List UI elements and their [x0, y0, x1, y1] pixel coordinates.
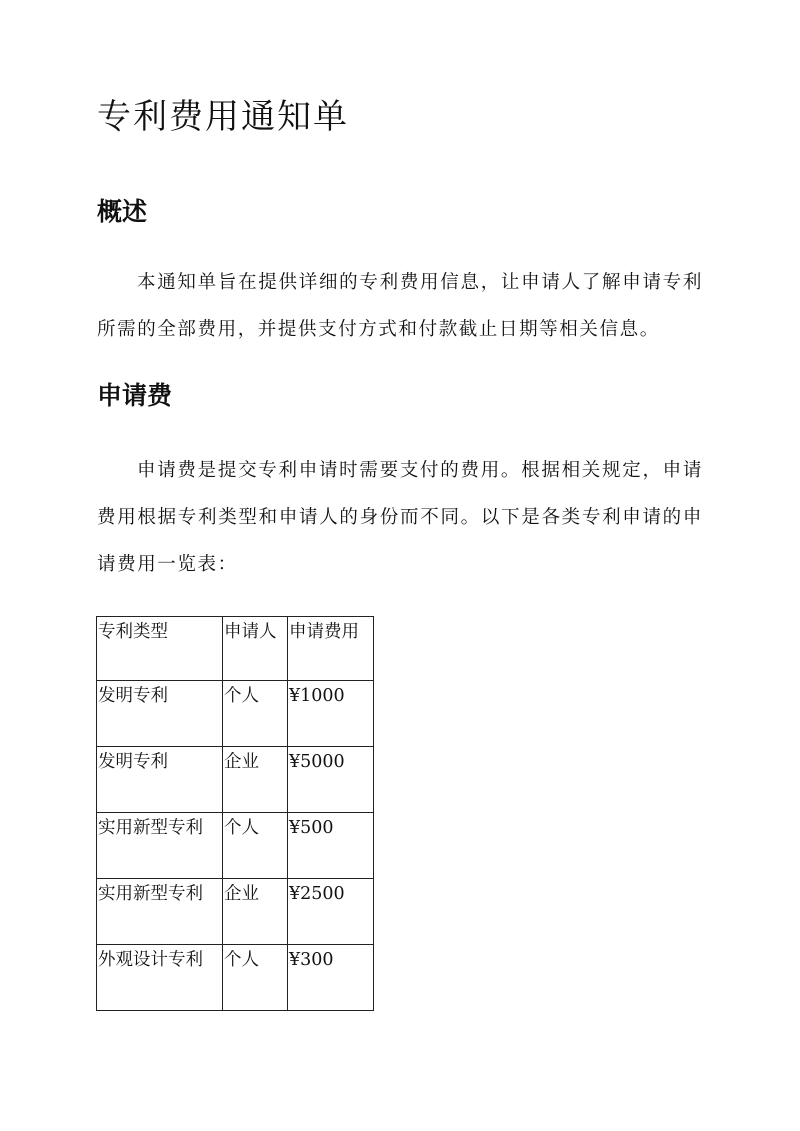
overview-paragraph: 本通知单旨在提供详细的专利费用信息，让申请人了解申请专利所需的全部费用，并提供支付方式和付款截止日期等相关信息。	[97, 272, 703, 340]
fee-table	[96, 616, 374, 1011]
table-row	[97, 813, 374, 879]
table-header-cell: 申请费用	[288, 617, 374, 681]
table-cell: 外观设计专利	[97, 945, 223, 1011]
table-cell: 个人	[223, 945, 288, 1011]
table-cell: ¥1000	[288, 681, 374, 747]
table-cell: ¥300	[288, 945, 374, 1011]
section-heading-application-fee: 申请费	[97, 381, 173, 410]
table-cell: ¥5000	[288, 747, 374, 813]
table-cell: 实用新型专利	[97, 813, 223, 879]
table-cell: 实用新型专利	[97, 879, 223, 945]
document-title: 专利费用通知单	[97, 97, 349, 137]
table-row	[97, 747, 374, 813]
table-cell: 企业	[223, 879, 288, 945]
table-cell: 发明专利	[97, 681, 223, 747]
application-fee-paragraph: 申请费是提交专利申请时需要支付的费用。根据相关规定，申请费用根据专利类型和申请人的身份而不同。以下是各类专利申请的申请费用一览表：	[97, 460, 703, 575]
table-cell: 企业	[223, 747, 288, 813]
table-cell: 发明专利	[97, 747, 223, 813]
table-header-cell: 专利类型	[97, 617, 223, 681]
table-cell: 个人	[223, 681, 288, 747]
table-cell: 个人	[223, 813, 288, 879]
section-heading-overview: 概述	[97, 197, 148, 226]
table-row	[97, 879, 374, 945]
table-cell: ¥2500	[288, 879, 374, 945]
table-row	[97, 681, 374, 747]
table-header-row	[97, 617, 374, 681]
table-row	[97, 945, 374, 1011]
table-header-cell: 申请人	[223, 617, 288, 681]
table-cell: ¥500	[288, 813, 374, 879]
